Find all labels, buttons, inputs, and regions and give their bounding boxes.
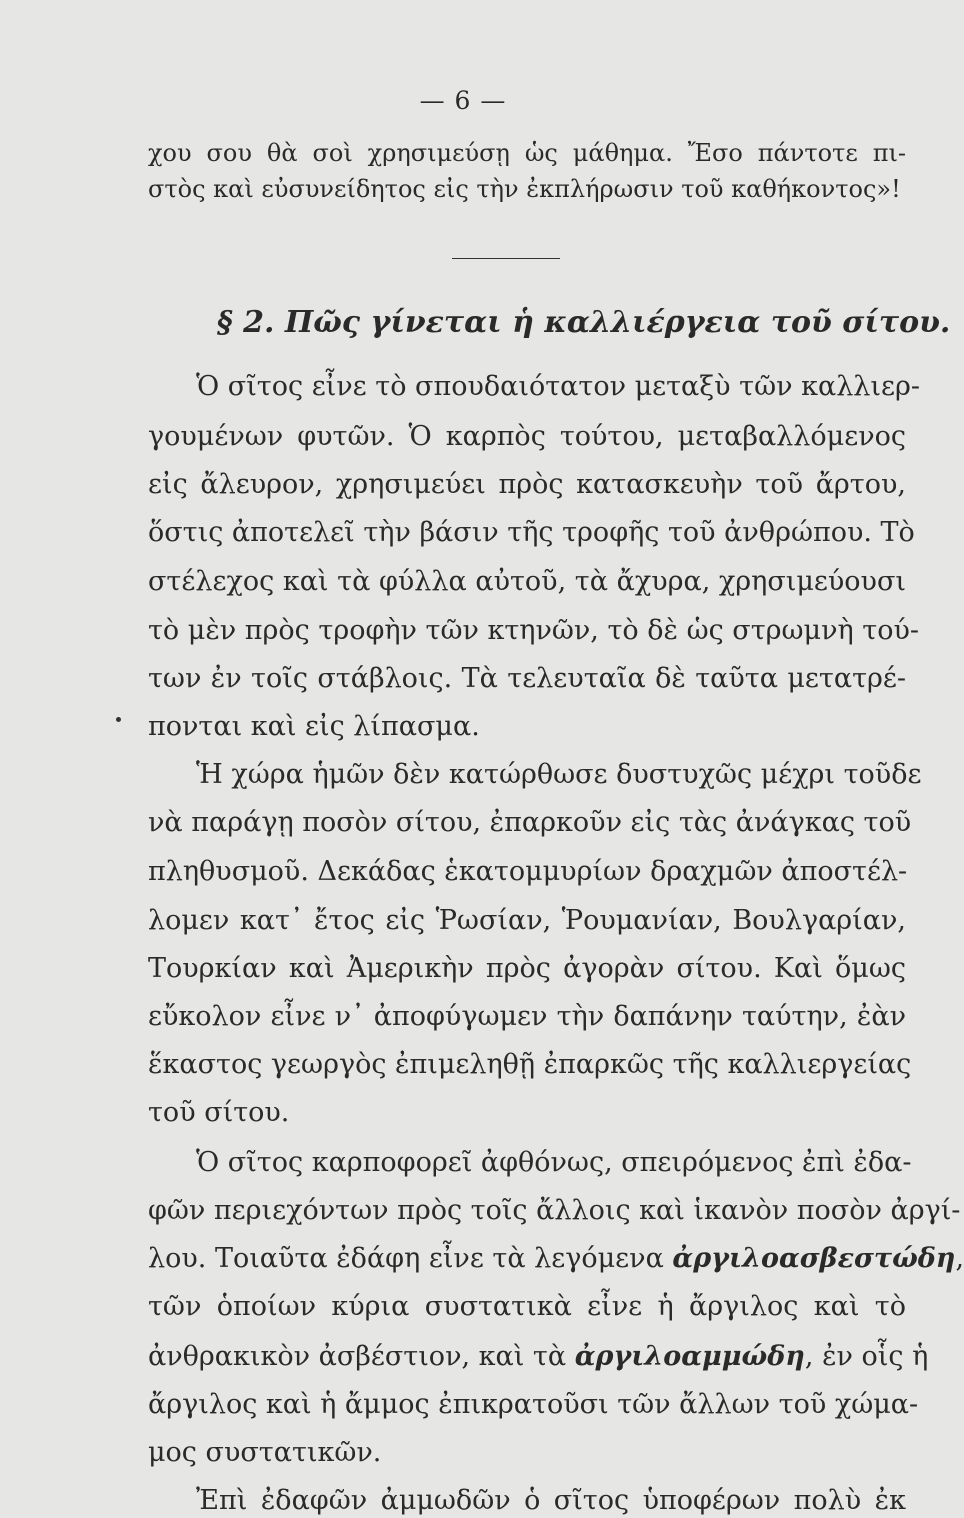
section-heading: § 2. Πῶς γίνεται ἡ καλλιέργεια τοῦ σίτου.: [217, 305, 951, 340]
paragraph-2-line-4: λομεν κατ᾽ ἔτος εἰς Ῥωσίαν, Ῥουμανίαν, Βουλγαρίαν,: [148, 905, 906, 936]
paragraph-3-line-6: ἄργιλος καὶ ἡ ἄμμος ἐπικρατοῦσι τῶν ἄλλων τοῦ χώμα-: [148, 1389, 919, 1420]
section-divider: [452, 258, 560, 259]
paragraph-2-line-1: Ἡ χώρα ἡμῶν δὲν κατώρθωσε δυστυχῶς μέχρι τοῦδε: [196, 759, 922, 790]
page-number: — 6 —: [419, 86, 507, 115]
paragraph-2-line-6: εὔκολον εἶνε ν᾽ ἀποφύγωμεν τὴν δαπάνην ταύτην, ἐὰν: [148, 1001, 906, 1032]
paragraph-2-line-7: ἕκαστος γεωργὸς ἐπιμεληθῇ ἐπαρκῶς τῆς καλλιεργείας: [148, 1049, 912, 1080]
intro-line-2: στὸς καὶ εὐσυνείδητος εἰς τὴν ἐκπλήρωσιν τοῦ καθήκοντος»!: [148, 175, 901, 203]
line-tail: , ἐν οἷς ἡ: [804, 1341, 929, 1372]
paragraph-3-line-1: Ὁ σῖτος καρποφορεῖ ἀφθόνως, σπειρόμενος ἐπὶ ἐδα-: [196, 1147, 912, 1178]
paragraph-1-line-4: ὅστις ἀποτελεῖ τὴν βάσιν τῆς τροφῆς τοῦ ἀνθρώπου. Τὸ: [148, 517, 915, 548]
paragraph-2-line-5: Τουρκίαν καὶ Ἀμερικὴν πρὸς ἀγορὰν σίτου. Καὶ ὅμως: [148, 953, 906, 984]
line-text: λου. Τοιαῦτα ἐδάφη εἶνε τὰ λεγόμενα: [148, 1243, 664, 1274]
paragraph-1-line-1: Ὁ σῖτος εἶνε τὸ σπουδαιότατον μεταξὺ τῶν καλλιερ-: [196, 371, 920, 402]
paragraph-1-line-8: πονται καὶ εἰς λίπασμα.: [148, 711, 480, 742]
paragraph-2-line-3: πληθυσμοῦ. Δεκάδας ἑκατομμυρίων δραχμῶν ἀποστέλ-: [148, 856, 908, 887]
print-speck: [116, 717, 121, 722]
paragraph-3-line-2: φῶν περιεχόντων πρὸς τοῖς ἄλλοις καὶ ἱκανὸν ποσὸν ἀργί-: [148, 1195, 961, 1226]
intro-line-1: χου σου θὰ σοὶ χρησιμεύσῃ ὡς μάθημα. Ἔσο πάντοτε πι-: [148, 139, 906, 167]
term-argiloasvestodi: ἀργιλοασβεστώδη: [672, 1243, 956, 1274]
paragraph-3-line-7: μος συστατικῶν.: [148, 1437, 382, 1468]
paragraph-1-line-5: στέλεχος καὶ τὰ φύλλα αὐτοῦ, τὰ ἄχυρα, χρησιμεύουσι: [148, 566, 906, 597]
paragraph-1-line-7: των ἐν τοῖς στάβλοις. Τὰ τελευταῖα δὲ ταῦτα μετατρέ-: [148, 663, 906, 694]
term-argiloammodi: ἀργιλοαμμώδη: [574, 1341, 805, 1372]
comma: ,: [955, 1243, 964, 1274]
paragraph-3-line-5: [148, 1340, 929, 1374]
paragraph-2-line-8: τοῦ σίτου.: [148, 1097, 290, 1128]
line-text: ἀνθρακικὸν ἀσβέστιον, καὶ τὰ: [148, 1341, 567, 1372]
paragraph-3-line-4: τῶν ὁποίων κύρια συστατικὰ εἶνε ἡ ἄργιλος καὶ τὸ: [148, 1291, 906, 1322]
paragraph-4-line-1: Ἐπὶ ἐδαφῶν ἀμμωδῶν ὁ σῖτος ὑποφέρων πολὺ ἐκ: [196, 1485, 906, 1516]
paragraph-2-line-2: νὰ παράγῃ ποσὸν σίτου, ἐπαρκοῦν εἰς τὰς ἀνάγκας τοῦ: [148, 807, 912, 838]
paragraph-1-line-6: τὸ μὲν πρὸς τροφὴν τῶν κτηνῶν, τὸ δὲ ὡς στρωμνὴ τού-: [148, 615, 920, 646]
paragraph-1-line-3: εἰς ἄλευρον, χρησιμεύει πρὸς κατασκευὴν τοῦ ἄρτου,: [148, 469, 906, 500]
paragraph-3-line-3: [148, 1242, 964, 1276]
paragraph-1-line-2: γουμένων φυτῶν. Ὁ καρπὸς τούτου, μεταβαλλόμενος: [148, 421, 906, 452]
